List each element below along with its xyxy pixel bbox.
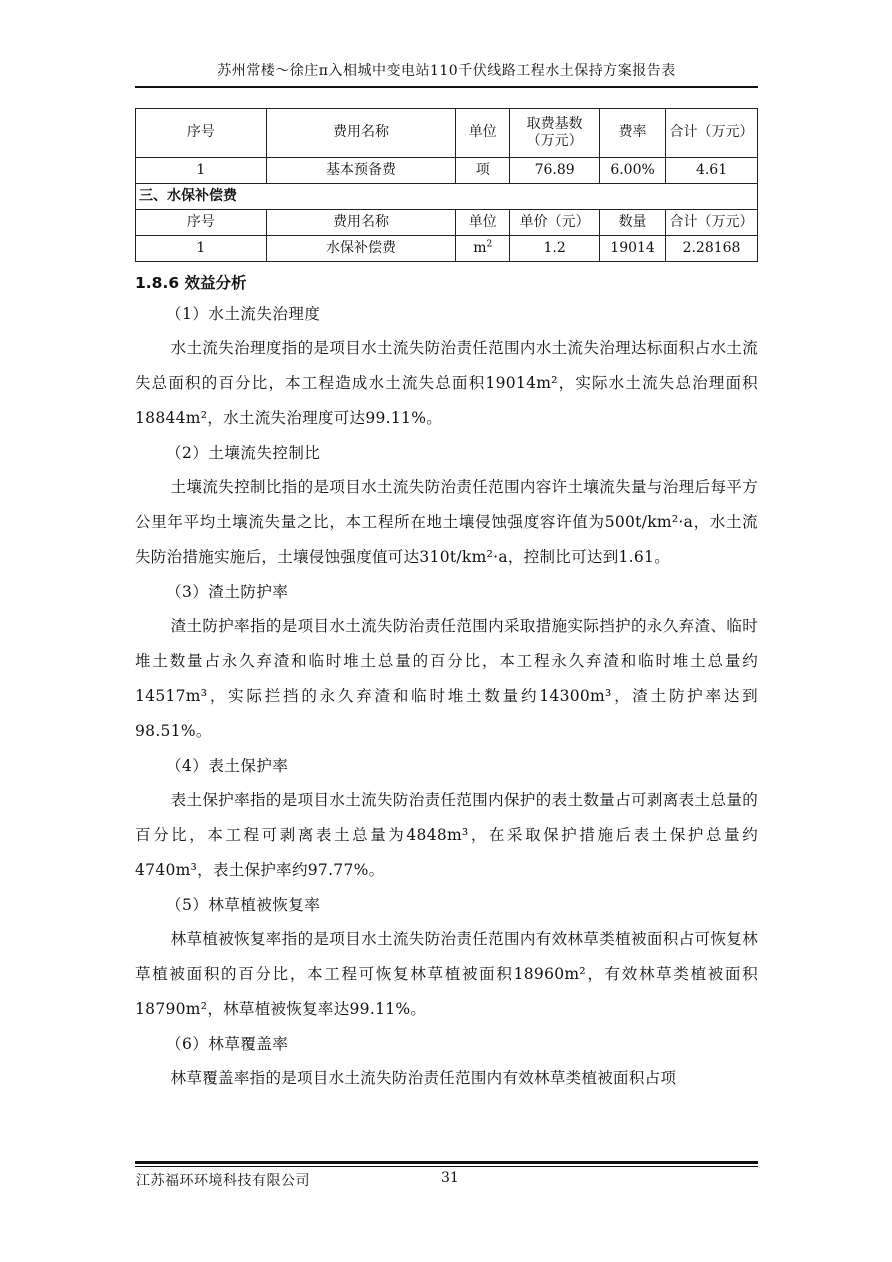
table-cell: 6.00% — [600, 158, 666, 184]
table-header-cell: 单位 — [456, 210, 510, 236]
table-cell: 1 — [136, 158, 267, 184]
table-row — [136, 158, 758, 184]
paragraph: 林草覆盖率指的是项目水土流失防治责任范围内有效林草类植被面积占项 — [170, 1069, 677, 1087]
table-header-cell: 合计（万元） — [666, 109, 758, 158]
table-section-title: 三、水保补偿费 — [136, 184, 758, 210]
table-header-cell: 单位 — [456, 109, 510, 158]
subsection-title: （1）水土流失治理度 — [166, 305, 321, 323]
fee-table — [135, 108, 758, 262]
header-divider — [135, 86, 758, 88]
benefit-analysis-section — [135, 270, 758, 1096]
paragraph: 林草植被恢复率指的是项目水土流失防治责任范围内有效林草类植被面积占可恢复林草植被面积的百分比，本工程可恢复林草植被面积18960m²，有效林草类植被面积18790m²，林草植被恢复率达99.11%。 — [135, 930, 758, 1018]
footer-divider-thick — [135, 1161, 758, 1164]
table-header-cell: 费用名称 — [266, 210, 456, 236]
paragraph: 水土流失治理度指的是项目水土流失防治责任范围内水土流失治理达标面积占水土流失总面积的百分比，本工程造成水土流失总面积19014m²，实际水土流失总治理面积18844m²，水土流失治理度可达99.11%。 — [135, 339, 758, 427]
table-header-row — [136, 109, 758, 158]
subsection-title: （5）林草植被恢复率 — [166, 896, 321, 914]
unit-superscript: 2 — [486, 239, 493, 250]
page-number: 31 — [441, 1170, 459, 1186]
table-cell: 19014 — [600, 236, 666, 262]
paragraph: 表土保护率指的是项目水土流失防治责任范围内保护的表土数量占可剥离表土总量的百分比，本工程可剥离表土总量为4848m³，在采取保护措施后表土保护总量约4740m³，表土保护率约97.77%。 — [135, 791, 758, 879]
table-header-cell: 费率 — [600, 109, 666, 158]
table-header-cell: 数量 — [600, 210, 666, 236]
table-section-row — [136, 184, 758, 210]
subsection-title: （2）土壤流失控制比 — [166, 444, 321, 462]
table-cell: 2.28168 — [666, 236, 758, 262]
unit-base: m — [473, 239, 487, 256]
subsection-title: （4）表土保护率 — [166, 757, 289, 775]
table-header-cell: 合计（万元） — [666, 210, 758, 236]
subsection-title: （6）林草覆盖率 — [166, 1035, 289, 1053]
table-header-cell: 序号 — [136, 210, 267, 236]
subsection-title: （3）渣土防护率 — [166, 583, 289, 601]
table-cell: 1.2 — [510, 236, 600, 262]
section-heading: 1.8.6 效益分析 — [135, 274, 247, 292]
table-header-row — [136, 210, 758, 236]
paragraph: 渣土防护率指的是项目水土流失防治责任范围内采取措施实际挡护的永久弃渣、临时堆土数量占永久弃渣和临时堆土总量的百分比，本工程永久弃渣和临时堆土总量约14517m³，实际拦挡的永久弃渣和临时堆土数量约14300m³，渣土防护率达到98.51%。 — [135, 617, 758, 740]
paragraph: 土壤流失控制比指的是项目水土流失防治责任范围内容许土壤流失量与治理后每平方公里年平均土壤流失量之比，本工程所在地土壤侵蚀强度容许值为500t/km²·a，水土流失防治措施实施后，土壤侵蚀强度值可达310t/km²·a，控制比可达到1.61。 — [135, 478, 758, 566]
footer-company: 江苏福环环境科技有限公司 — [136, 1173, 310, 1189]
page-header-title: 苏州常楼～徐庄π入相城中变电站110千伏线路工程水土保持方案报告表 — [217, 63, 676, 79]
table-cell-unit — [456, 236, 510, 262]
table-cell: 项 — [456, 158, 510, 184]
footer-divider-thin — [135, 1166, 758, 1167]
table-header-cell: 单价（元） — [510, 210, 600, 236]
table-cell: 76.89 — [510, 158, 600, 184]
table-header-cell: 费用名称 — [266, 109, 456, 158]
table-row — [136, 236, 758, 262]
table-cell: 4.61 — [666, 158, 758, 184]
table-header-cell: 取费基数 （万元） — [510, 109, 600, 158]
table-header-cell: 序号 — [136, 109, 267, 158]
table-cell: 水保补偿费 — [266, 236, 456, 262]
table-cell: 1 — [136, 236, 267, 262]
table-cell: 基本预备费 — [266, 158, 456, 184]
